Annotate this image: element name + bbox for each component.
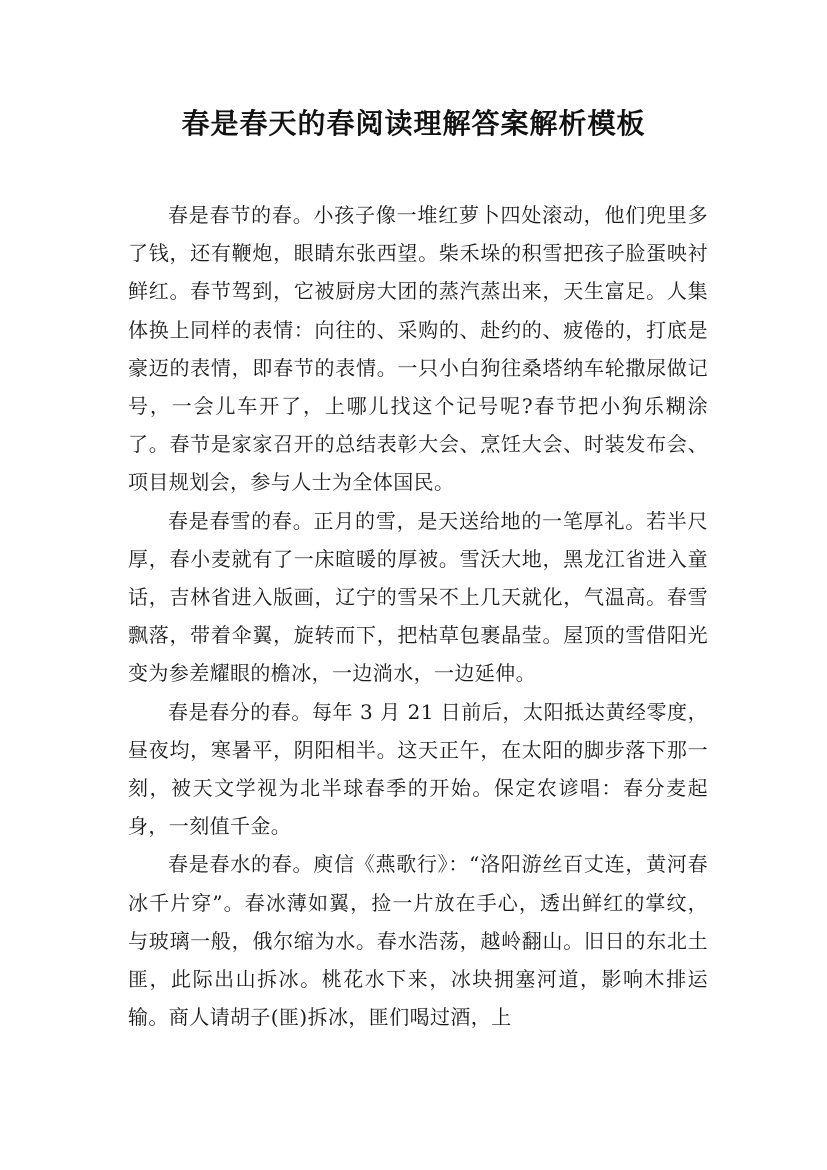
document-body: [128, 196, 708, 1036]
paragraph-spring-water: 春是春水的春。庾信《燕歌行》：“洛阳游丝百丈连，黄河春冰千片穿”。春冰薄如翼，捡一片放在手心，透出鲜红的掌纹，与玻璃一般，俄尔缩为水。春水浩荡，越岭翻山。旧日的东北土匪，此际出山拆冰。桃花水下来，冰块拥塞河道，影响木排运输。商人请胡子(匪)拆冰，匪们喝过酒，上: [128, 852, 708, 1030]
paragraph-spring-equinox: 春是春分的春。每年 3 月 21 日前后，太阳抵达黄经零度，昼夜均，寒暑平，阴阳相半。这天正午，在太阳的脚步落下那一刻，被天文学视为北半球春季的开始。保定农谚唱：春分麦起身，一刻值千金。: [128, 699, 708, 839]
paragraph-spring-festival: 春是春节的春。小孩子像一堆红萝卜四处滚动，他们兜里多了钱，还有鞭炮，眼睛东张西望。柴禾垛的积雪把孩子脸蛋映衬鲜红。春节驾到，它被厨房大团的蒸汽蒸出来，天生富足。人集体换上同样的表情：向往的、采购的、赴约的、疲倦的，打底是豪迈的表情，即春节的表情。一只小白狗往桑塔纳车轮撒尿做记号，一会儿车开了，上哪儿找这个记号呢?春节把小狗乐糊涂了。春节是家家召开的总结表彰大会、烹饪大会、时装发布会、项目规划会，参与人士为全体国民。: [128, 203, 708, 495]
document-title: 春是春天的春阅读理解答案解析模板: [181, 107, 646, 140]
paragraph-spring-snow: 春是春雪的春。正月的雪，是天送给地的一笔厚礼。若半尺厚，春小麦就有了一床暄暖的厚被。雪沃大地，黑龙江省进入童话，吉林省进入版画，辽宁的雪呆不上几天就化，气温高。春雪飘落，带着伞翼，旋转而下，把枯草包裹晶莹。屋顶的雪借阳光变为参差耀眼的檐冰，一边淌水，一边延伸。: [128, 508, 708, 686]
